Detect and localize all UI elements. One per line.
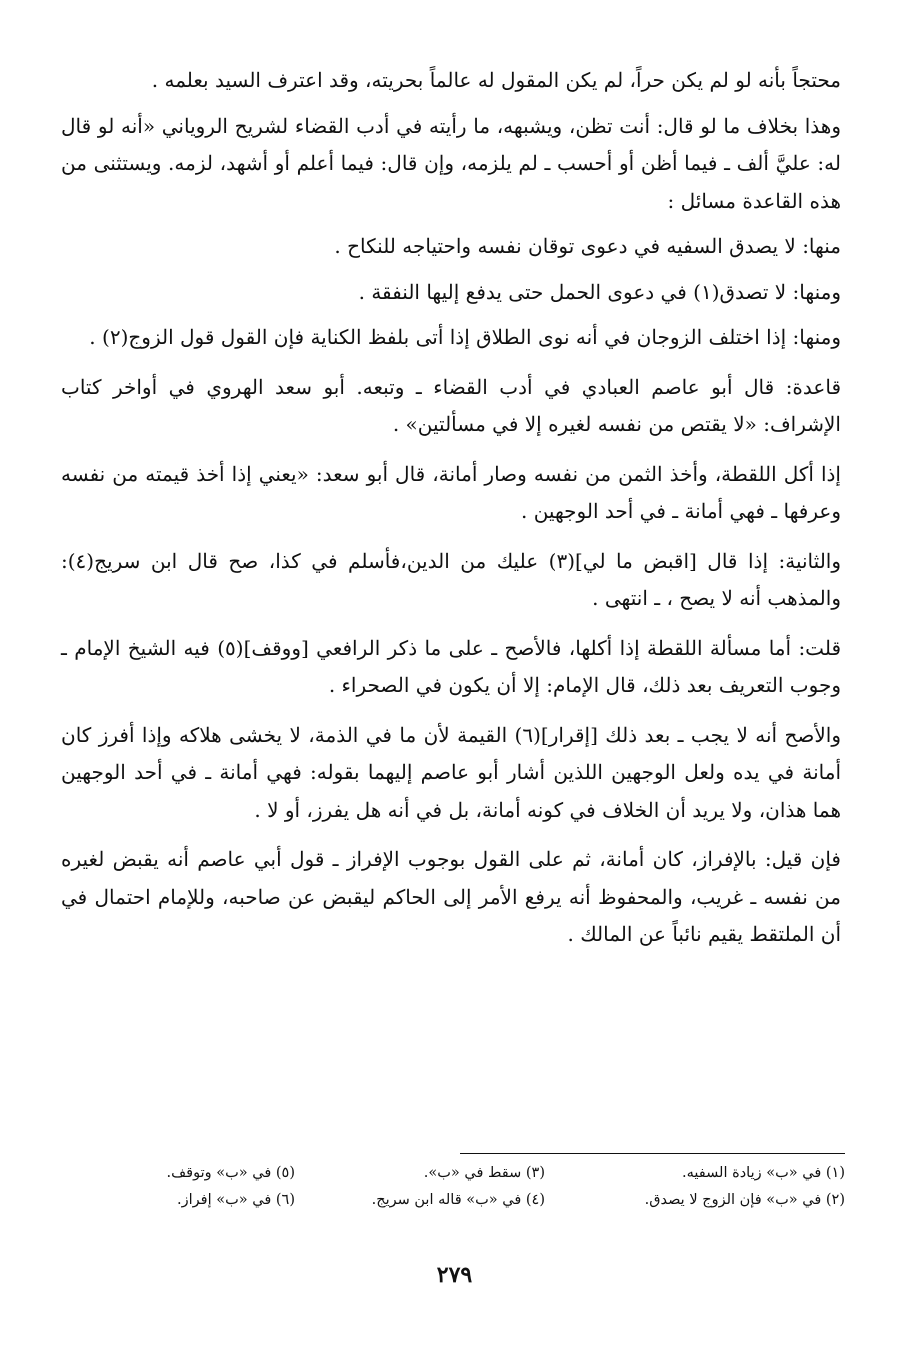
footnote: (٢) في «ب» فإن الزوج لا يصدق. [644,1192,845,1208]
footnote: (٤) في «ب» قاله ابن سريج. [371,1192,545,1208]
page-number: ٢٧٩ [436,1262,473,1288]
paragraph: إذا أكل اللقطة، وأخذ الثمن من نفسه وصار أمانة، قال أبو سعد: «يعني إذا أخذ قيمته من نفسه وعرفها ـ فهي أمانة ـ في أحد الوجهين . [61,461,841,523]
paragraph: ومنها: إذا اختلف الزوجان في أنه نوى الطلاق إذا أتى بلفظ الكناية فإن القول قول الزوج(٢) . [89,325,841,349]
footnotes [65,1160,845,1214]
footnote: (٥) في «ب» وتوقف. [166,1165,295,1181]
paragraph: قلت: أما مسألة اللقطة إذا أكلها، فالأصح ـ على ما ذكر الرافعي [ووقف](٥) فيه الشيخ الإمام ـ وجوب التعريف بعد ذلك، قال الإمام: إلا أن يكون في الصحراء . [61,635,841,697]
paragraph: وهذا بخلاف ما لو قال: أنت تظن، ويشبهه، ما رأيته في أدب القضاء لشريح الروياني «أنه لو قال له: عليَّ ألف ـ فيما أظن أو أحسب ـ لم يلزمه، وإن قال: فيما أعلم أو أشهد، لزمه. ويستثنى من هذه القاعدة مسائل : [61,113,841,213]
footnote: (٣) سقط في «ب». [423,1165,545,1181]
paragraph: فإن قيل: بالإفراز، كان أمانة، ثم على القول بوجوب الإفراز ـ قول أبي عاصم أنه يقبض لغيره من نفسه ـ غريب، والمحفوظ أنه يرفع الأمر إلى الحاكم ليقبض عن صاحبه، وللإمام احتمال في أن الملتقط يقيم نائباً عن المالك . [61,847,841,946]
footnote: (٦) في «ب» إفراز. [177,1192,295,1208]
main-text [61,62,841,962]
paragraph: والثانية: إذا قال [اقبض ما لي](٣) عليك من الدين،فأسلم في كذا، صح قال ابن سريج(٤): والمذهب أنه لا يصح ، ـ انتهى . [61,548,841,610]
paragraph: منها: لا يصدق السفيه في دعوى توقان نفسه واحتياجه للنكاح . [334,234,841,258]
footnote: (١) في «ب» زيادة السفيه. [682,1165,845,1181]
paragraph: ومنها: لا تصدق(١) في دعوى الحمل حتى يدفع إليها النفقة . [358,279,841,304]
footnote-row [65,1187,845,1214]
paragraph: قاعدة: قال أبو عاصم العبادي في أدب القضاء ـ وتبعه. أبو سعد الهروي في أواخر كتاب الإشراف: «لا يقتص من نفسه لغيره إلا في مسألتين» . [61,374,841,436]
paragraph: والأصح أنه لا يجب ـ بعد ذلك [إقرار](٦) القيمة لأن ما في الذمة، لا يخشى هلاكه وإذا أفرز كان أمانة في يده ولعل الوجهين اللذين أشار أبو عاصم إليهما بقوله: فهي أمانة ـ في أحد الوجهين هما هذان، ولا يريد أن الخلاف في كونه أمانة، بل في أنه هل يفرز، أو لا . [61,722,842,822]
footnote-row [65,1160,845,1187]
footnote-divider [460,1153,845,1154]
paragraph: محتجاً بأنه لو لم يكن حراً، لم يكن المقول له عالماً بحريته، وقد اعترف السيد بعلمه . [151,68,841,92]
